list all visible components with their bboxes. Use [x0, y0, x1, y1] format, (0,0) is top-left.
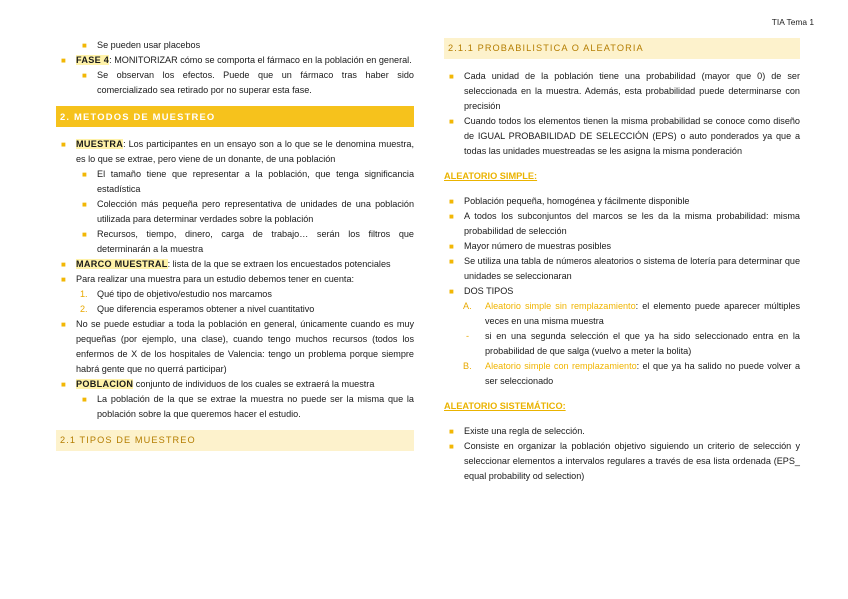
square-bullet-icon: ■: [82, 200, 87, 209]
square-bullet-icon: ■: [449, 442, 454, 451]
square-bullet-icon: ■: [449, 242, 454, 251]
list-item: ■ DOS TIPOS: [444, 284, 800, 299]
list-item: ■ Recursos, tiempo, dinero, carga de trabajo… serán los filtros que determinarán a la muestra: [82, 229, 414, 254]
list-item: ■ Colección más pequeña pero representativa de unidades de una población utilizada para determinar verdades sobre la población: [82, 199, 414, 224]
list-item: ■ Cada unidad de la población tiene una probabilidad (mayor que 0) de ser seleccionada en la muestra. Además, esta probabilidad puede determinarse con precisión: [449, 71, 800, 111]
list-item: ■ FASE 4: MONITORIZAR cómo se comporta el fármaco en la población en general.: [56, 53, 414, 68]
square-bullet-icon: ■: [61, 260, 66, 269]
list-item: ■ Mayor número de muestras posibles: [444, 239, 800, 254]
square-bullet-icon: ■: [61, 56, 66, 65]
list-item: ■ Población pequeña, homogénea y fácilmente disponible: [444, 194, 800, 209]
subheading-aleatorio-simple: ALEATORIO SIMPLE:: [444, 171, 538, 181]
term-con-remplazamiento: Aleatorio simple con remplazamiento: [485, 361, 637, 371]
list-item: ■ Existe una regla de selección.: [444, 424, 800, 439]
list-item: ■ Para realizar una muestra para un estudio debemos tener en cuenta:: [56, 272, 414, 287]
square-bullet-icon: ■: [449, 212, 454, 221]
left-column: [56, 38, 414, 461]
list-item: ■ MUESTRA: Los participantes en un ensayo son a lo que se le denomina muestra, es lo que se extrae, pero viene de un donante, de una población: [61, 139, 414, 164]
section-heading: 2. METODOS DE MUESTREO: [56, 106, 414, 127]
lettered-item: B. Aleatorio simple con remplazamiento: el que ya ha salido no puede volver a ser seleccionado: [463, 361, 800, 386]
square-bullet-icon: ■: [449, 287, 454, 296]
list-item: ■ Se observan los efectos. Puede que un fármaco tras haber sido comercializado sea retirado por no superar esta fase.: [82, 70, 414, 95]
list-item: ■ La población de la que se extrae la muestra no puede ser la misma que la población sobre la que queremos hacer el estudio.: [82, 394, 414, 419]
term-fase4: FASE 4: [76, 55, 110, 65]
list-item: ■ MARCO MUESTRAL: lista de la que se extraen los encuestados potenciales: [56, 257, 414, 272]
square-bullet-icon: ■: [82, 230, 87, 239]
term-poblacion: POBLACION: [76, 379, 134, 389]
square-bullet-icon: ■: [449, 197, 454, 206]
lettered-item: A. Aleatorio simple sin remplazamiento: el elemento puede aparecer múltiples veces en una misma muestra: [463, 301, 800, 326]
running-header: TIA Tema 1: [771, 17, 814, 27]
list-item: ■ El tamaño tiene que representar a la población, que tenga significancia estadística: [82, 169, 414, 194]
square-bullet-icon: ■: [82, 41, 87, 50]
numbered-item: 1. Qué tipo de objetivo/estudio nos marcamos: [80, 289, 272, 299]
list-item: ■ Cuando todos los elementos tienen la misma probabilidad se conoce como diseño de IGUAL PROBABILIDAD DE SELECCIÓN (EPS) o auto ponderados ya que a todas las unidades muestreadas se les asigna la misma ponderación: [449, 116, 800, 156]
square-bullet-icon: ■: [82, 395, 87, 404]
square-bullet-icon: ■: [61, 140, 66, 149]
list-item: ■ A todos los subconjuntos del marcos se les da la misma probabilidad: misma probabilidad de selección: [449, 211, 800, 236]
list-item: ■ POBLACION conjunto de individuos de los cuales se extraerá la muestra: [56, 377, 414, 392]
dash-item: - si en una segunda selección el que ya ha sido seleccionado entra en la probabilidad de que salga (vuelvo a meter la bolita): [466, 331, 800, 356]
square-bullet-icon: ■: [61, 275, 66, 284]
term-marco-muestral: MARCO MUESTRAL: [76, 259, 168, 269]
subheading-aleatorio-sistematico: ALEATORIO SISTEMÁTICO:: [444, 401, 566, 411]
square-bullet-icon: ■: [449, 72, 454, 81]
numbered-item: 2. Que diferencia esperamos obtener a nivel cuantitativo: [80, 304, 315, 314]
list-item: ■ No se puede estudiar a toda la población en general, únicamente cuando es muy pequeñas (por ejemplo, una clase), cuando tengo muchos recursos (todos los enfermos de X de los hospitales de Valencia: tengo un problema porque siempre habrá gente que no querrá participar): [61, 319, 414, 374]
square-bullet-icon: ■: [449, 427, 454, 436]
square-bullet-icon: ■: [82, 170, 87, 179]
list-item: ■ Consiste en organizar la población objetivo siguiendo un criterio de selección y seleccionar elementos a intervalos regulares a través de esa lista ordenada (EPS_ equal probability od selection): [449, 441, 800, 481]
square-bullet-icon: ■: [449, 257, 454, 266]
list-item: ■ Se pueden usar placebos: [56, 38, 414, 53]
list-item: ■ Se utiliza una tabla de números aleatorios o sistema de lotería para determinar que unidades se seleccionaran: [449, 256, 800, 281]
section-heading: 2.1.1 PROBABILISTICA O ALEATORIA: [444, 38, 800, 59]
square-bullet-icon: ■: [82, 71, 87, 80]
square-bullet-icon: ■: [449, 117, 454, 126]
square-bullet-icon: ■: [61, 380, 66, 389]
square-bullet-icon: ■: [61, 320, 66, 329]
section-heading: 2.1 TIPOS DE MUESTREO: [56, 430, 414, 451]
term-sin-remplazamiento: Aleatorio simple sin remplazamiento: [485, 301, 636, 311]
right-column: [444, 38, 800, 484]
term-muestra: MUESTRA: [76, 139, 124, 149]
